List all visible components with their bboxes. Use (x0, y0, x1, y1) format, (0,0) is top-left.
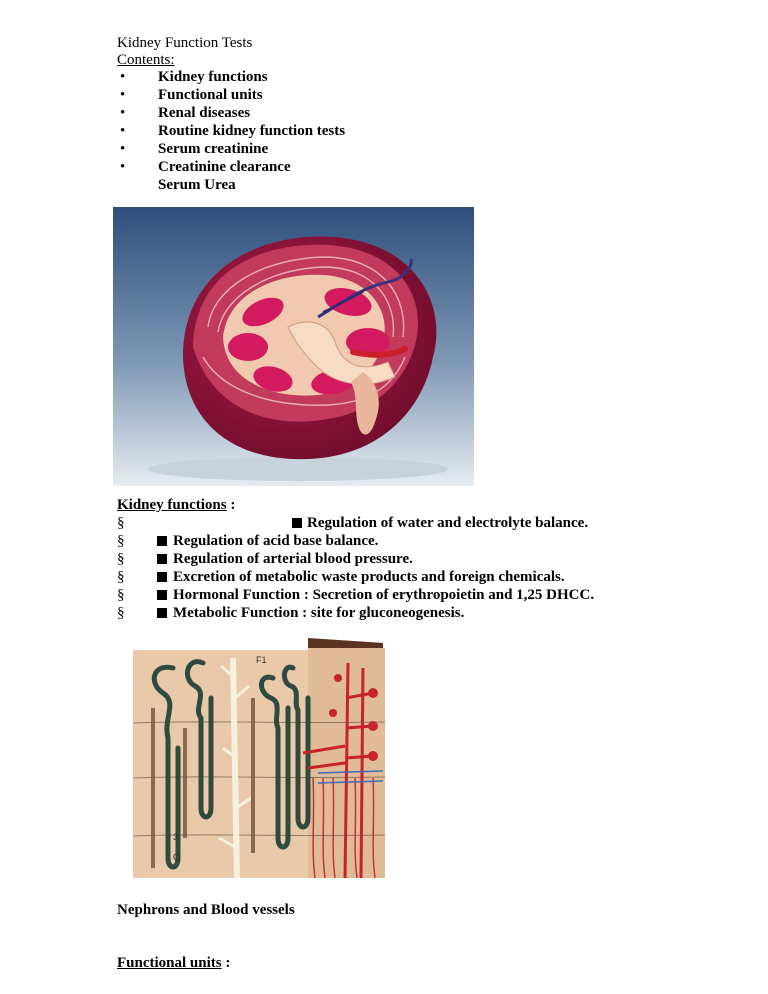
section-sign-icon: § (117, 569, 125, 585)
square-bullet-icon (157, 572, 167, 582)
contents-item: • Kidney functions (120, 69, 268, 85)
section-sign-icon: § (117, 587, 125, 603)
contents-list (120, 68, 346, 194)
section-sign-icon: § (117, 605, 125, 621)
contents-item: • Creatinine clearance (120, 159, 291, 175)
square-bullet-icon (157, 590, 167, 600)
bullet-icon: • (120, 105, 126, 121)
contents-item: • Renal diseases (120, 105, 251, 121)
list-item: § Regulation of acid base balance. (117, 533, 379, 549)
bullet-icon: • (120, 141, 126, 157)
square-bullet-icon (157, 554, 167, 564)
kidney-cross-section-image (113, 207, 474, 486)
list-item: § Metabolic Function : site for gluconeogenesis. (117, 605, 465, 621)
model-label: F1 (256, 655, 267, 665)
nephron-caption: Nephrons and Blood vessels (117, 902, 295, 918)
bullet-icon: • (120, 87, 126, 103)
section-sign-icon: § (117, 515, 125, 531)
kidney-functions-heading: Kidney functions : (117, 497, 236, 513)
list-item: § Regulation of arterial blood pressure. (117, 551, 413, 567)
bullet-icon: • (120, 123, 126, 139)
document-title: Kidney Function Tests (117, 35, 253, 51)
section-sign-icon: § (117, 551, 125, 567)
square-bullet-icon (157, 608, 167, 618)
nephron-blood-vessels-image (133, 638, 385, 878)
list-item: § Excretion of metabolic waste products and foreign chemicals. (117, 569, 565, 585)
square-bullet-icon (292, 518, 302, 528)
contents-item: • Serum creatinine (120, 141, 269, 157)
section-sign-icon: § (117, 533, 125, 549)
contents-item: • Routine kidney function tests (120, 123, 346, 139)
bullet-icon: • (120, 69, 126, 85)
model-label: Q (173, 852, 181, 862)
contents-item-extra: Serum Urea (158, 177, 236, 193)
functional-units-heading: Functional units : (117, 955, 231, 971)
list-item: § Regulation of water and electrolyte balance. (117, 515, 589, 531)
square-bullet-icon (157, 536, 167, 546)
bullet-icon: • (120, 159, 126, 175)
model-label: 3 (173, 832, 179, 842)
list-item: § Hormonal Function : Secretion of erythropoietin and 1,25 DHCC. (117, 587, 595, 603)
contents-item: • Functional units (120, 87, 263, 103)
contents-heading: Contents: (117, 52, 175, 68)
